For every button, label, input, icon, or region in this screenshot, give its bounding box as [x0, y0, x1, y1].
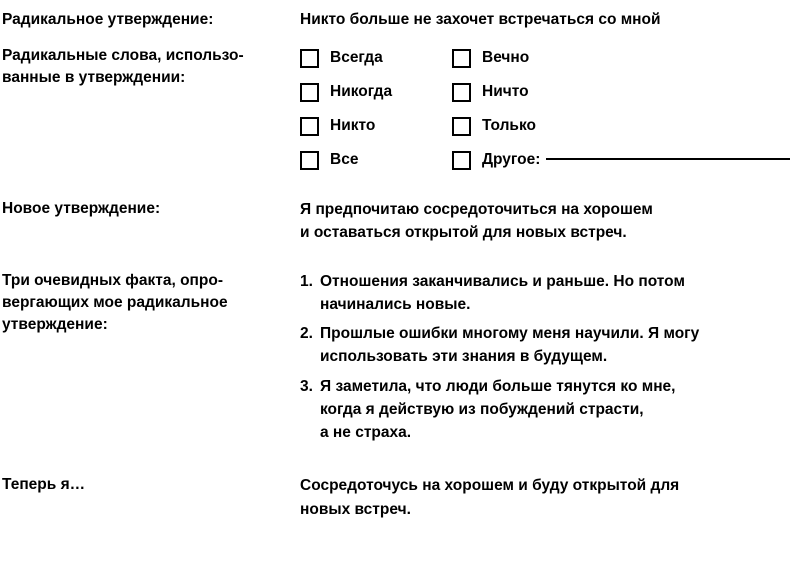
- checkbox-label: Только: [482, 117, 536, 134]
- row-radical-words: [0, 31, 790, 171]
- checkbox-row: [300, 81, 790, 103]
- fact-line: начинались новые.: [320, 295, 471, 313]
- checkbox-icon[interactable]: [452, 49, 471, 68]
- fact-item[interactable]: [300, 322, 790, 369]
- checkbox-item-tolko[interactable]: [452, 115, 790, 137]
- checkbox-grid: [300, 45, 790, 171]
- now-i-line-1: Сосредоточусь на хорошем и буду открытой для: [300, 477, 680, 495]
- checkbox-label: Вечно: [482, 49, 530, 66]
- fact-number: 1.: [300, 272, 313, 290]
- checkbox-item-nikogda[interactable]: [300, 81, 452, 103]
- fact-line: использовать эти знания в будущем.: [320, 348, 608, 366]
- label-three-facts: [0, 270, 300, 336]
- checkbox-label: Ничто: [482, 83, 529, 100]
- checkbox-row: [300, 115, 790, 137]
- new-statement-line-1: Я предпочитаю сосредоточиться на хорошем: [300, 201, 653, 218]
- checkbox-label: Другое:: [482, 151, 541, 168]
- label-radical-words-line2: ванные в утверждении:: [2, 69, 186, 86]
- label-radical-statement-line: Радикальное утверждение:: [2, 11, 214, 28]
- label-three-facts-line2: вергающих мое радикальное: [2, 293, 228, 311]
- checkbox-item-vse[interactable]: [300, 149, 452, 171]
- checkbox-row: [300, 47, 790, 69]
- checkbox-label: Никто: [330, 117, 376, 134]
- fact-line: Я заметила, что люди больше тянутся ко мне,: [320, 377, 676, 395]
- facts-list: [300, 270, 790, 445]
- fact-number: 2.: [300, 325, 313, 342]
- radical-statement-value[interactable]: Никто больше не захочет встречаться со мной: [300, 11, 661, 28]
- checkbox-icon[interactable]: [300, 83, 319, 102]
- fact-line: Отношения заканчивались и раньше. Но потом: [320, 272, 685, 290]
- fact-line: а не страха.: [320, 424, 412, 441]
- checkbox-icon[interactable]: [300, 49, 319, 68]
- fact-body: [320, 375, 676, 445]
- label-three-facts-line3: утверждение:: [2, 315, 108, 333]
- fact-item[interactable]: [300, 270, 790, 317]
- fact-number: 3.: [300, 377, 313, 395]
- fact-item[interactable]: [300, 375, 790, 445]
- checkbox-icon[interactable]: [300, 151, 319, 170]
- checkbox-item-other[interactable]: [452, 149, 790, 171]
- row-new-statement: [0, 171, 790, 245]
- fact-body: [320, 270, 685, 317]
- content-now-i: [300, 474, 790, 521]
- now-i-line-2: новых встреч.: [300, 500, 411, 518]
- checkbox-icon[interactable]: [300, 117, 319, 136]
- now-i-value[interactable]: [300, 474, 790, 521]
- content-radical-statement: [300, 9, 790, 31]
- label-new-statement: [0, 198, 300, 220]
- label-now-i: [0, 474, 300, 496]
- checkbox-label: Всегда: [330, 49, 383, 66]
- content-new-statement: [300, 198, 790, 245]
- checkbox-label: Все: [330, 151, 359, 168]
- label-now-i-line: Теперь я…: [2, 476, 86, 494]
- fact-line: когда я действую из побуждений страсти,: [320, 400, 644, 418]
- checkbox-item-nichto[interactable]: [452, 81, 790, 103]
- checkbox-item-nikto[interactable]: [300, 115, 452, 137]
- other-value-input[interactable]: [546, 158, 790, 160]
- content-three-facts: [300, 270, 790, 445]
- checkbox-icon[interactable]: [452, 151, 471, 170]
- label-radical-words: [0, 45, 300, 89]
- checkbox-icon[interactable]: [452, 117, 471, 136]
- content-radical-words: [300, 45, 790, 171]
- checkbox-icon[interactable]: [452, 83, 471, 102]
- label-new-statement-line: Новое утверждение:: [2, 200, 161, 217]
- row-three-facts: [0, 245, 790, 445]
- checkbox-item-vsegda[interactable]: [300, 47, 452, 69]
- fact-body: [320, 322, 699, 369]
- label-radical-words-line1: Радикальные слова, использо-: [2, 47, 244, 64]
- label-radical-statement: [0, 9, 300, 31]
- checkbox-row: [300, 149, 790, 171]
- checkbox-item-vechno[interactable]: [452, 47, 790, 69]
- new-statement-value[interactable]: [300, 198, 790, 245]
- label-three-facts-line1: Три очевидных факта, опро-: [2, 271, 223, 289]
- checkbox-label: Никогда: [330, 83, 393, 100]
- row-now-i: [0, 444, 790, 521]
- row-radical-statement: [0, 0, 790, 31]
- fact-line: Прошлые ошибки многому меня научили. Я могу: [320, 325, 700, 342]
- new-statement-line-2: и оставаться открытой для новых встреч.: [300, 224, 627, 242]
